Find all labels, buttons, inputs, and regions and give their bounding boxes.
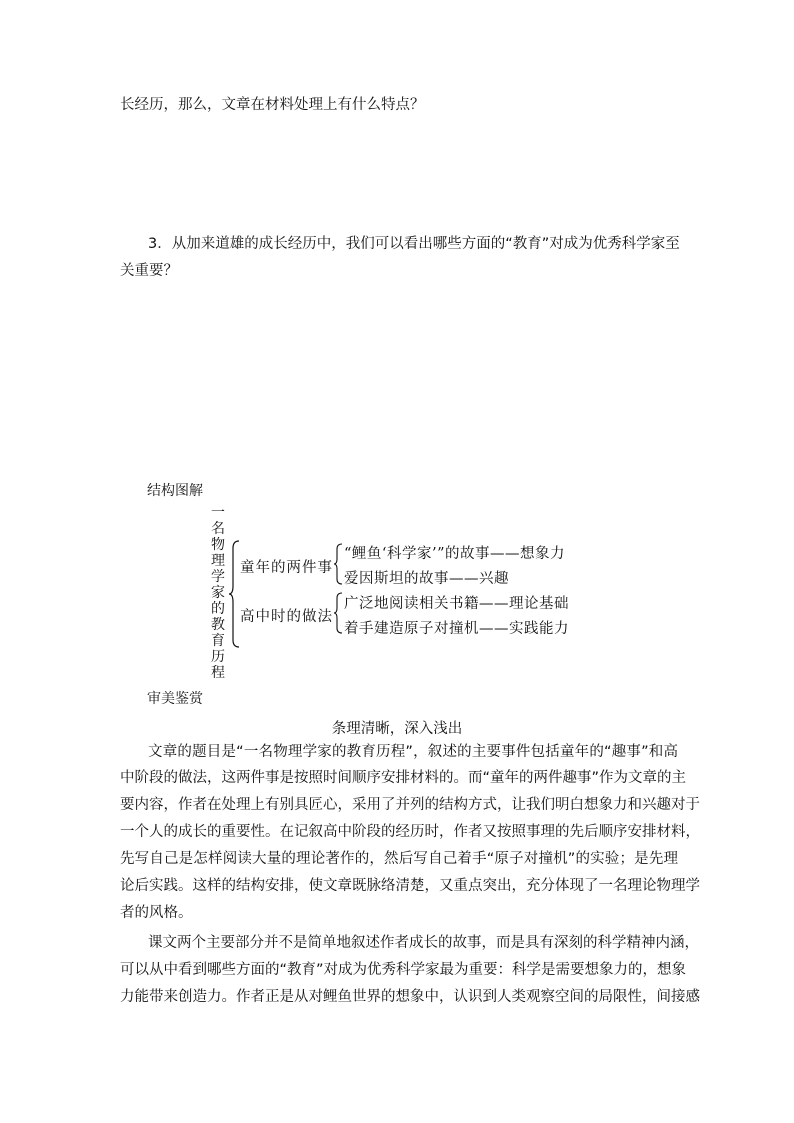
root-char: 学 [211, 569, 225, 585]
root-char: 育 [211, 633, 225, 649]
brace-icon [333, 592, 343, 634]
para2-line: 课文两个主要部分并不是简单地叙述作者成长的故事，而是具有深刻的科学精神内涵， [148, 935, 699, 951]
root-char: 程 [211, 665, 225, 681]
question-3-line-1: 3．从加来道雄的成长经历中，我们可以看出哪些方面的“教育”对成为优秀科学家至 [148, 236, 680, 252]
para1-line: 先写自己是怎样阅读大量的理论著作的，然后写自己着手“原子对撞机”的实验；是先理 [120, 851, 678, 867]
question-2-tail: 长经历，那么，文章在材料处理上有什么特点？ [120, 97, 425, 113]
root-char: 物 [211, 537, 225, 553]
leaf-reading: 广泛地阅读相关书籍——理论基础 [344, 596, 569, 612]
main-brace-icon [228, 540, 240, 648]
para1-line: 中阶段的做法，这两件事是按照时间顺序安排材料的。而“童年的两件趣事”作为文章的主 [120, 770, 687, 786]
leaf-carp-story: “鲤鱼‘科学家’”的故事——想象力 [344, 546, 566, 562]
root-char: 的 [211, 601, 225, 617]
root-char: 名 [211, 521, 225, 537]
structure-heading: 结构图解 [147, 483, 203, 499]
root-char: 理 [211, 553, 225, 569]
para1-line: 论后实践。这样的结构安排，使文章既脉络清楚，又重点突出，充分体现了一名理论物理学 [120, 878, 700, 894]
question-3-line-2: 关重要？ [120, 263, 178, 279]
leaf-einstein-story: 爱因斯坦的故事——兴趣 [344, 571, 509, 587]
root-char: 一 [211, 505, 225, 521]
brace-icon [333, 543, 343, 585]
root-char: 历 [211, 649, 225, 665]
para1-line: 要内容，作者在处理上有别具匠心，采用了并列的结构方式，让我们明白想象力和兴趣对于 [120, 797, 700, 813]
appreciation-heading: 审美鉴赏 [147, 691, 203, 707]
para1-line: 一个人的成长的重要性。在记叙高中阶段的经历时，作者又按照事理的先后顺序安排材料， [120, 824, 700, 840]
branch-label-childhood: 童年的两件事 [240, 560, 333, 576]
root-char: 教 [211, 617, 225, 633]
para1-line: 者的风格。 [120, 905, 193, 921]
para2-line: 可以从中看到哪些方面的“教育”对成为优秀科学家最为重要：科学是需要想象力的，想象 [120, 962, 687, 978]
para2-line: 力能带来创造力。作者正是从对鲤鱼世界的想象中，认识到人类观察空间的局限性，间接感 [120, 989, 700, 1005]
branch-label-highschool: 高中时的做法 [240, 609, 333, 625]
leaf-collider: 着手建造原子对撞机——实践能力 [344, 621, 569, 637]
root-char: 家 [211, 585, 225, 601]
para1-line: 文章的题目是“一名物理学家的教育历程”，叙述的主要事件包括童年的“趣事”和高 [148, 744, 678, 760]
appreciation-title: 条理清晰，深入浅出 [331, 721, 463, 737]
